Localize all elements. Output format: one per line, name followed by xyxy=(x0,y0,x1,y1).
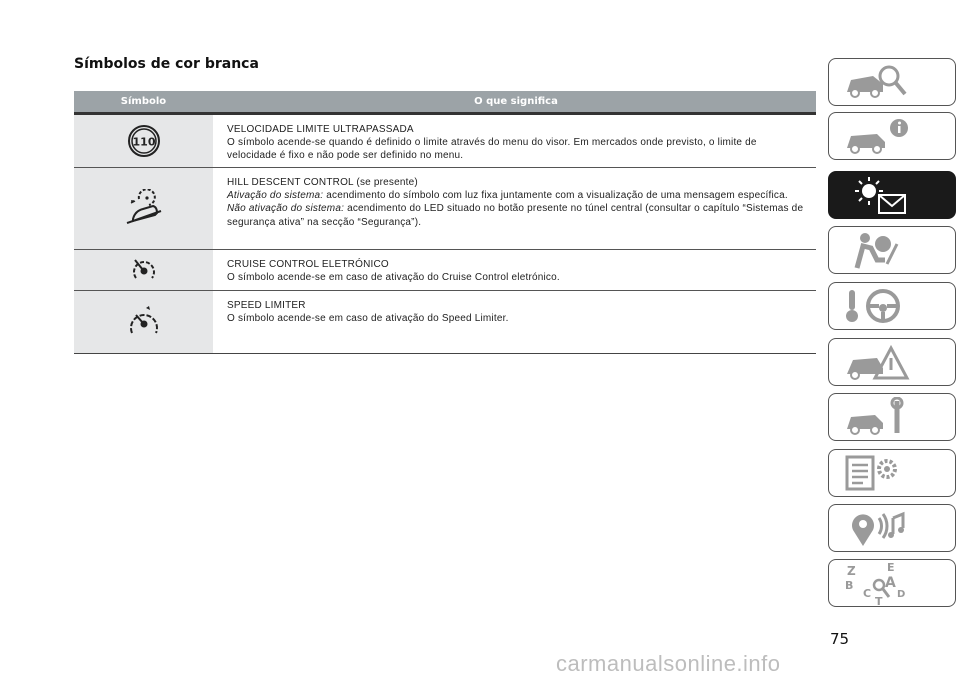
watermark: carmanualsonline.info xyxy=(556,651,781,676)
row-title: CRUISE CONTROL ELETRÓNICO xyxy=(227,259,389,270)
tab-emergency[interactable] xyxy=(828,338,956,386)
car-info-icon xyxy=(843,116,913,156)
speed-limiter-icon xyxy=(126,305,162,339)
symbol-cell xyxy=(74,250,213,290)
tab-safety[interactable] xyxy=(828,226,956,274)
chapter-sidebar xyxy=(826,0,960,683)
index-letter: A xyxy=(885,575,896,591)
index-letter: B xyxy=(845,579,854,592)
meaning-cell xyxy=(213,250,816,290)
header-meaning: O que significa xyxy=(474,96,558,107)
table-row xyxy=(74,115,816,168)
meaning-cell xyxy=(213,168,816,249)
key-steering-wheel-icon xyxy=(843,286,913,326)
multimedia-icon xyxy=(843,508,913,548)
tab-car-info[interactable] xyxy=(828,112,956,160)
meaning-cell xyxy=(213,115,816,167)
warning-light-message-icon xyxy=(843,175,913,215)
index-letters-icon xyxy=(843,561,913,605)
row-paragraph xyxy=(227,202,806,228)
car-search-icon xyxy=(843,62,913,102)
index-letter: E xyxy=(887,561,895,574)
tab-servicing[interactable] xyxy=(828,393,956,441)
row-title: SPEED LIMITER xyxy=(227,300,306,311)
index-letter: T xyxy=(875,595,883,605)
tab-car-search[interactable] xyxy=(828,58,956,106)
table-row xyxy=(74,291,816,354)
speed-limit-110-icon xyxy=(127,124,161,158)
table-row xyxy=(74,250,816,291)
header-symbol: Símbolo xyxy=(120,96,167,107)
row-body: O símbolo acende-se quando é definido o limite através do menu do visor. Em mercados onde previsto, o limite de velocidade é fixo e não pode ser definido no menu. xyxy=(227,137,757,162)
hill-descent-icon xyxy=(121,189,167,229)
tab-specifications[interactable] xyxy=(828,449,956,497)
index-letter: Z xyxy=(847,564,856,578)
row-label-non-activation: Não ativação do sistema: xyxy=(227,203,345,215)
table-header xyxy=(74,91,816,115)
row-body: O símbolo acende-se em caso de ativação do Speed Limiter. xyxy=(227,313,509,325)
symbol-cell xyxy=(74,291,213,353)
cruise-control-icon xyxy=(129,256,159,284)
row-title: HILL DESCENT CONTROL (se presente) xyxy=(227,177,418,188)
table-row xyxy=(74,168,816,250)
index-letter: C xyxy=(863,587,872,600)
tab-warning-lights[interactable] xyxy=(828,171,956,219)
symbols-table xyxy=(74,91,816,354)
specs-gear-icon xyxy=(843,453,913,493)
row-body: O símbolo acende-se em caso de ativação do Cruise Control eletrónico. xyxy=(227,272,560,284)
row-text-activation: acendimento do símbolo com luz fixa juntamente com a visualização de uma mensagem específica. xyxy=(323,190,788,202)
airbag-seat-icon xyxy=(843,230,913,270)
index-letter: D xyxy=(897,589,906,600)
page-number: 75 xyxy=(830,630,850,648)
tab-multimedia[interactable] xyxy=(828,504,956,552)
row-paragraph xyxy=(227,189,806,202)
row-label-activation: Ativação do sistema: xyxy=(227,190,324,202)
tab-starting-driving[interactable] xyxy=(828,282,956,330)
car-warning-triangle-icon xyxy=(843,342,913,382)
section-title: Símbolos de cor branca xyxy=(74,56,259,72)
row-text-non-activation: acendimento do LED situado no botão presente no túnel central (consultar o capítulo “Sistemas de segurança ativa” na secção “Segurança”). xyxy=(227,203,804,228)
tab-index[interactable] xyxy=(828,559,956,607)
speed-limit-text: 110 xyxy=(132,135,155,149)
car-wrench-icon xyxy=(843,397,913,437)
symbol-cell xyxy=(74,168,213,249)
meaning-cell xyxy=(213,291,816,353)
symbol-cell xyxy=(74,115,213,167)
row-title: VELOCIDADE LIMITE ULTRAPASSADA xyxy=(227,124,414,135)
